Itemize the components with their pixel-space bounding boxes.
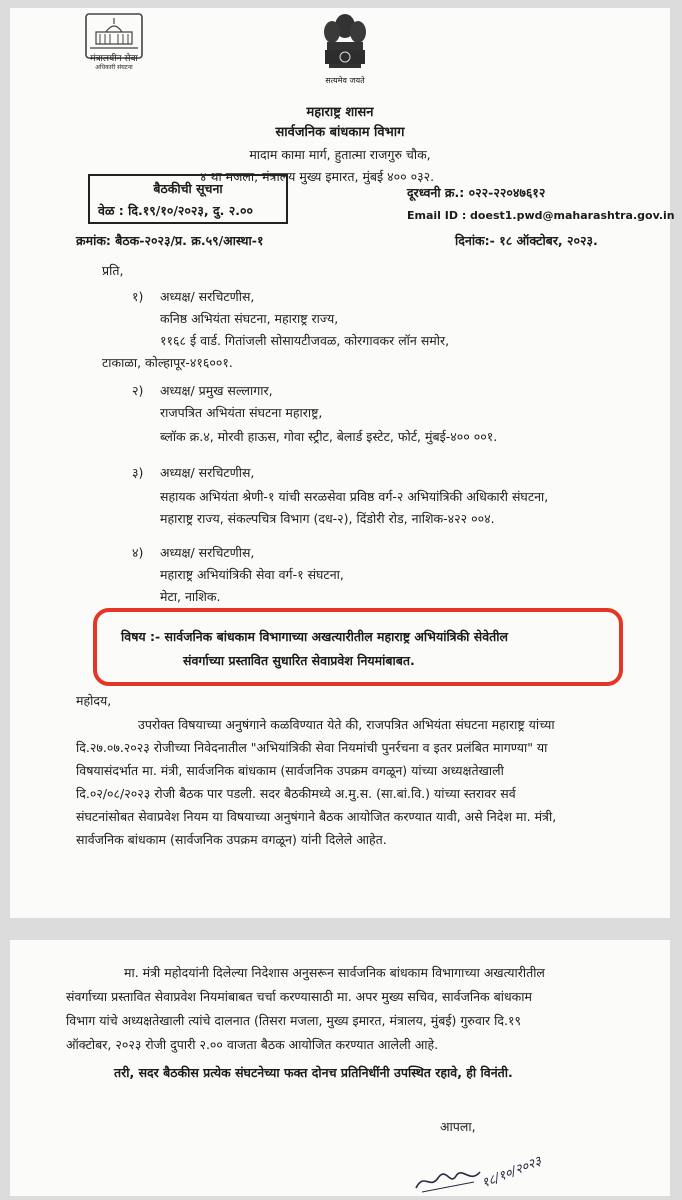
recipient-number: ३) <box>132 465 144 480</box>
recipient-title: अध्यक्ष/ सरचिटणीस, <box>160 289 255 304</box>
recipient-title: अध्यक्ष/ सरचिटणीस, <box>160 465 255 480</box>
recipient-number: १) <box>132 289 144 304</box>
recipient-org: महाराष्ट्र अभियांत्रिकी सेवा वर्ग-१ संघटना, <box>160 567 344 582</box>
national-emblem <box>315 10 375 88</box>
paragraph-line: विषयासंदर्भात मा. मंत्री, सार्वजनिक बांधकाम (सार्वजनिक उपक्रम वगळून) यांच्या अध्यक्षतेखाली <box>76 763 504 778</box>
recipient-title: अध्यक्ष/ सरचिटणीस, <box>160 545 255 560</box>
lion-capital-icon <box>315 10 375 78</box>
request-line: तरी, सदर बैठकीस प्रत्येक संघटनेच्या फक्त दोनच प्रतिनिधींनी उपस्थित रहावे, ही विनंती. <box>114 1065 513 1080</box>
subject-highlight <box>93 608 623 686</box>
recipient-number: ४) <box>132 545 144 560</box>
page-break <box>0 918 682 940</box>
recipient-org: सहायक अभियंता श्रेणी-१ यांची सरळसेवा प्रविष्ठ वर्ग-२ अभियांत्रिकी अधिकारी संघटना, <box>160 489 549 504</box>
address-line-1: मादाम कामा मार्ग, हुतात्मा राजगुरु चौक, <box>249 147 431 162</box>
recipient-address: ब्लॉक क्र.४, मोरवी हाऊस, गोवा स्ट्रीट, बेलार्ड इस्टेट, फोर्ट, मुंबई-४०० ००१. <box>160 429 498 444</box>
paragraph-line: मा. मंत्री महोदयांनी दिलेल्या निदेशास अनुसरून सार्वजनिक बांधकाम विभागाच्या अखत्यारीतील <box>124 965 545 980</box>
meeting-time: वेळ : दि.१९/१०/२०२३, दु. २.०० <box>98 203 253 218</box>
department-name: सार्वजनिक बांधकाम विभाग <box>275 125 405 140</box>
recipient-title: अध्यक्ष/ प्रमुख सल्लागार, <box>160 383 273 398</box>
signature-scribble-icon <box>414 1168 484 1194</box>
email-id: Email ID : doest1.pwd@maharashtra.gov.in <box>407 209 675 222</box>
to-label: प्रति, <box>102 263 124 278</box>
recipient-org: कनिष्ठ अभियंता संघटना, महाराष्ट्र राज्य, <box>160 311 339 326</box>
letter-page-2 <box>10 940 670 1196</box>
paragraph-line: संवर्गाच्या प्रस्तावित सेवाप्रवेश नियमांबाबत चर्चा करण्यासाठी मा. अपर मुख्य सचिव, सार्वजनिक बांधकाम <box>66 989 532 1004</box>
paragraph-line: संघटनांसोबत सेवाप्रवेश नियम या विषयाच्या अनुषंगाने बैठक आयोजित करण्यात यावी, असे निदेश मा. मंत्री, <box>76 809 557 824</box>
subject-line-2: संवर्गाच्या प्रस्तावित सुधारित सेवाप्रवेश नियमांबाबत. <box>183 653 415 668</box>
recipient-address: महाराष्ट्र राज्य, संकल्पचित्र विभाग (दध-२), दिंडोरी रोड, नाशिक-४२२ ००४. <box>160 511 495 526</box>
paragraph-line: उपरोक्त विषयाच्या अनुषंगाने कळविण्यात येते की, राजपत्रित अभियंता संघटना महाराष्ट्र यांच्या <box>138 717 555 732</box>
notice-title: बैठकीची सूचना <box>153 181 223 196</box>
salutation: महोदय, <box>76 693 112 708</box>
recipient-number: २) <box>132 383 144 398</box>
letter-page-1 <box>10 8 675 926</box>
logo-caption-1: मंत्रालयीन सेवा <box>90 54 138 64</box>
government-name: महाराष्ट्र शासन <box>306 105 374 120</box>
recipient-city: मेटा, नाशिक. <box>160 589 221 604</box>
paragraph-line: दि.२७.०७.२०२३ रोजीच्या निवेदनातील "अभियांत्रिकी सेवा नियमांची पुनर्रचना व इतर प्रलंबित मागण्या" या <box>76 740 548 755</box>
paragraph-line: विभाग यांचे अध्यक्षतेखाली त्यांचे दालनात (तिसरा मजला, मुख्य इमारत, मंत्रालय, मुंबई) गुरुवार दि.१९ <box>66 1013 521 1028</box>
recipient-org: राजपत्रित अभियंता संघटना महाराष्ट्र, <box>160 405 323 420</box>
emblem-motto: सत्यमेव जयते <box>325 76 365 85</box>
paragraph-line: दि.०२/०८/२०२३ रोजी बैठक पार पडली. सदर बैठकीमध्ये अ.मु.स. (सा.बां.वि.) यांच्या स्तरावर सर्व <box>76 786 516 801</box>
meeting-notice-box <box>88 174 288 224</box>
signature <box>414 1153 564 1192</box>
recipient-address: ११६८ ई वार्ड. गितांजली सोसायटीजवळ, कोरगावकर लॉन समोर, <box>160 333 450 348</box>
logo-caption-2: अधिकारी संघटना <box>95 64 133 71</box>
association-logo <box>82 10 146 72</box>
paragraph-line: सार्वजनिक बांधकाम (सार्वजनिक उपक्रम वगळून) यांनी दिलेले आहेत. <box>76 832 387 847</box>
phone-number: दूरध्वनी क्र.: ०२२-२२०४७६१२ <box>407 185 546 200</box>
signature-date: १८/१०/२०२३ <box>479 1153 544 1192</box>
paragraph-line: ऑक्टोबर, २०२३ रोजी दुपारी २.०० वाजता बैठक आयोजित करण्यात आलेली आहे. <box>66 1037 439 1052</box>
subject-line-1: विषय :- सार्वजनिक बांधकाम विभागाच्या अखत्यारीतील महाराष्ट्र अभियांत्रिकी सेवेतील <box>121 629 509 644</box>
closing: आपला, <box>440 1119 476 1134</box>
letter-date: दिनांक:- १८ ऑक्टोबर, २०२३. <box>455 233 598 248</box>
recipient-city: टाकाळा, कोल्हापूर-४१६००१. <box>102 355 233 370</box>
address-line-2: ४ था मजला, मंत्रालय मुख्य इमारत, मुंबई ४०० ०३२. <box>200 169 435 184</box>
reference-number: क्रमांक: बैठक-२०२३/प्र. क्र.५९/आस्था-१ <box>76 233 264 248</box>
